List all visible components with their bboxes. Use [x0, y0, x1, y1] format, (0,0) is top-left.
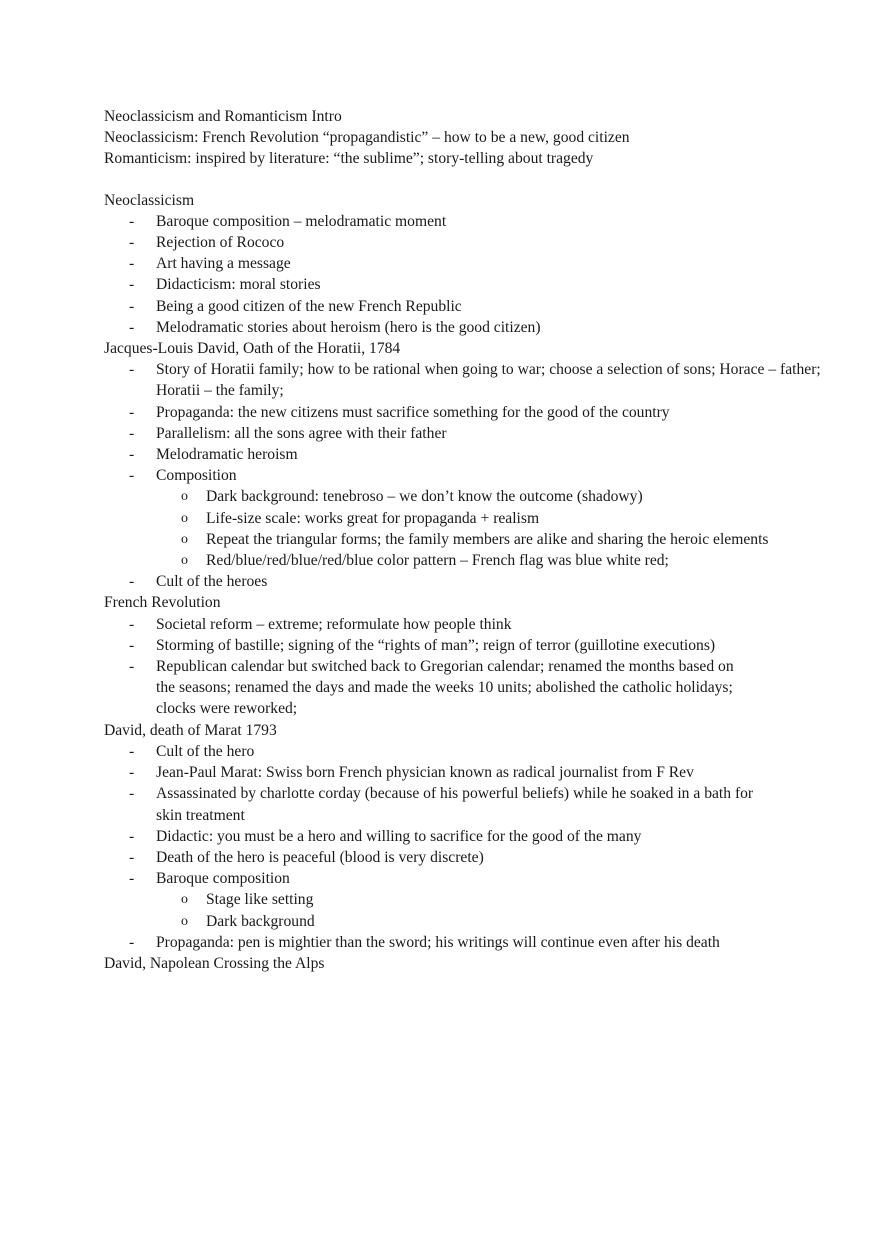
sub-list-item: o Red/blue/red/blue/red/blue color pattern – French flag was blue white red; — [156, 550, 844, 571]
list-item: - Art having a message — [104, 253, 844, 274]
dash-bullet: - — [129, 636, 135, 654]
document-page — [104, 106, 844, 974]
sub-list-item: o Repeat the triangular forms; the family members are alike and sharing the heroic elements — [156, 529, 844, 550]
list-item: - Baroque composition o Stage like setting o Dark background — [104, 868, 844, 932]
dash-bullet: - — [129, 764, 135, 782]
dash-bullet: - — [129, 742, 135, 760]
dash-bullet: - — [129, 615, 135, 633]
intro-neoclassicism-line: Neoclassicism: French Revolution “propagandistic” – how to be a new, good citizen — [104, 129, 630, 147]
list-item: - Melodramatic heroism — [104, 444, 844, 465]
list-item: - Didactic: you must be a hero and willing to sacrifice for the good of the many — [104, 826, 844, 847]
list-item: - Societal reform – extreme; reformulate how people think — [104, 614, 844, 635]
list-item: - Storming of bastille; signing of the “rights of man”; reign of terror (guillotine executions) — [104, 635, 844, 656]
circle-bullet: o — [181, 913, 188, 929]
dash-bullet: - — [129, 848, 135, 866]
list-item: - Assassinated by charlotte corday (because of his powerful beliefs) while he soaked in a bath for skin treatment — [129, 785, 754, 824]
list-item: - Propaganda: pen is mightier than the sword; his writings will continue even after his death — [104, 932, 844, 953]
document-title: Neoclassicism and Romanticism Intro — [104, 108, 342, 125]
list-item: - Cult of the hero — [104, 741, 844, 762]
dash-bullet: - — [129, 933, 135, 951]
dash-bullet: - — [129, 870, 135, 888]
neoclassicism-list — [104, 211, 844, 338]
list-item: - Being a good citizen of the new French Republic — [104, 296, 844, 317]
circle-bullet: o — [181, 553, 188, 569]
circle-bullet: o — [181, 531, 188, 547]
dash-bullet: - — [129, 467, 135, 485]
section-heading-horatii: Jacques-Louis David, Oath of the Horatii, 1784 — [104, 340, 401, 358]
section-heading-marat: David, death of Marat 1793 — [104, 721, 277, 739]
list-item: - Story of Horatii family; how to be rational when going to war; choose a selection of sons; Horace – father; Horatii – the family; — [129, 361, 821, 400]
list-item: - Parallelism: all the sons agree with their father — [104, 423, 844, 444]
list-item: - Melodramatic stories about heroism (hero is the good citizen) — [104, 317, 844, 338]
dash-bullet: - — [129, 573, 135, 591]
list-item: - Baroque composition – melodramatic moment — [104, 211, 844, 232]
sub-list-item: o Dark background — [156, 911, 844, 932]
sub-list-item: o Stage like setting — [156, 889, 844, 910]
list-item: - Didacticism: moral stories — [104, 274, 844, 295]
sub-list-item: o Dark background: tenebroso – we don’t know the outcome (shadowy) — [156, 486, 844, 507]
sub-list-item: o Life-size scale: works great for propaganda + realism — [156, 508, 844, 529]
dash-bullet: - — [129, 255, 135, 273]
marat-list — [104, 741, 844, 953]
list-item: - Rejection of Rococo — [104, 232, 844, 253]
dash-bullet: - — [129, 658, 135, 676]
dash-bullet: - — [129, 403, 135, 421]
list-item: - Jean-Paul Marat: Swiss born French physician known as radical journalist from F Rev — [104, 762, 844, 783]
list-item: - Propaganda: the new citizens must sacrifice something for the good of the country — [104, 402, 844, 423]
dash-bullet: - — [129, 785, 135, 803]
dash-bullet: - — [129, 318, 135, 336]
list-item: - Death of the hero is peaceful (blood is very discrete) — [104, 847, 844, 868]
circle-bullet: o — [181, 892, 188, 908]
list-item: - Composition o Dark background: tenebroso – we don’t know the outcome (shadowy) o Life-size scale: works great for propaganda + realism o Repeat the triangular forms; the family members are alike and sharing the heroic elements o Red/blue/red/blue/red/blue color pattern – French flag was blue white red; — [104, 465, 844, 571]
section-heading-french-revolution: French Revolution — [104, 594, 221, 612]
dash-bullet: - — [129, 361, 135, 379]
baroque-sublist — [156, 889, 844, 931]
dash-bullet: - — [129, 446, 135, 464]
dash-bullet: - — [129, 424, 135, 442]
dash-bullet: - — [129, 234, 135, 252]
dash-bullet: - — [129, 827, 135, 845]
horatii-list — [104, 359, 844, 592]
circle-bullet: o — [181, 510, 188, 526]
dash-bullet: - — [129, 212, 135, 230]
composition-sublist — [156, 486, 844, 571]
circle-bullet: o — [181, 489, 188, 505]
list-item: - Cult of the heroes — [104, 571, 844, 592]
section-heading-napoleon: David, Napolean Crossing the Alps — [104, 954, 325, 972]
list-item: - Republican calendar but switched back to Gregorian calendar; renamed the months based on the seasons; renamed the days and made the weeks 10 units; abolished the catholic holidays; clocks were reworked; — [129, 658, 734, 718]
spacer — [104, 170, 844, 190]
dash-bullet: - — [129, 276, 135, 294]
dash-bullet: - — [129, 297, 135, 315]
revolution-list — [104, 614, 844, 720]
intro-romanticism-line: Romanticism: inspired by literature: “the sublime”; story-telling about tragedy — [104, 150, 594, 168]
section-heading-neoclassicism: Neoclassicism — [104, 191, 195, 209]
